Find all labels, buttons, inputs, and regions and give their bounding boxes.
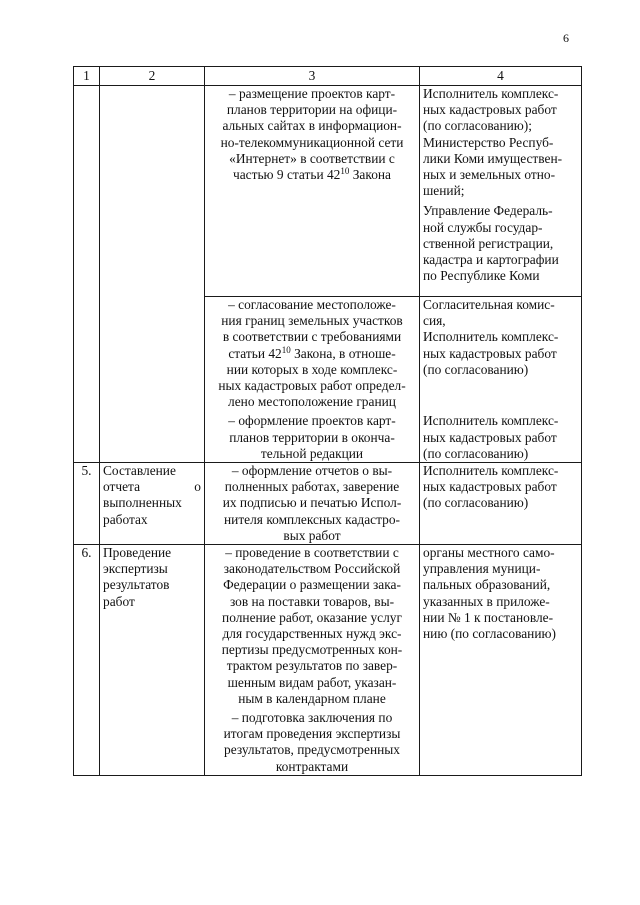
text-line: кадастра и картографии xyxy=(423,252,559,268)
text-line: ных кадастровых работ xyxy=(423,345,557,361)
stage-cell xyxy=(100,86,205,297)
text-line: ным в календарном плане xyxy=(238,690,386,706)
num-cell xyxy=(74,297,100,411)
text-line: по Республике Коми xyxy=(423,268,540,284)
text-line: но-телекоммуникационной сети xyxy=(220,134,404,150)
text-line: – оформление проектов карт- xyxy=(228,413,396,429)
responsible-cell xyxy=(420,86,582,297)
text-span: Закона, в отноше- xyxy=(290,345,396,361)
text-line xyxy=(208,167,416,183)
text-line: Федерации о размещении зака- xyxy=(223,577,401,593)
header-col-1: 1 xyxy=(74,67,100,86)
activity-cell xyxy=(205,545,420,776)
text-line: органы местного само- xyxy=(423,545,555,561)
text-line: – подготовка заключения по xyxy=(231,710,393,726)
text-line: трактом результатов по завер- xyxy=(226,658,398,674)
text-line: Исполнитель комплекс- xyxy=(423,329,559,345)
activity-cell xyxy=(205,410,420,462)
text-line: сия, xyxy=(423,313,446,329)
text-line: планов территории в оконча- xyxy=(229,429,395,445)
text-line: (по согласованию) xyxy=(423,495,529,511)
table-row xyxy=(74,410,582,462)
text-line: полнение работ, оказание услуг xyxy=(222,609,402,625)
text-line: зов на поставки товаров, вы- xyxy=(229,593,395,609)
text-line: Исполнитель комплекс- xyxy=(423,413,559,429)
stage-name: Проведение экспертизы результатов работ xyxy=(100,545,205,776)
stage-name: Составление отчета о выполненных работах xyxy=(100,463,205,545)
text-line: Исполнитель комплекс- xyxy=(423,86,559,101)
activity-cell xyxy=(205,297,420,411)
page-number: 6 xyxy=(563,31,569,45)
table-row xyxy=(74,86,582,297)
text-span: Закона xyxy=(349,167,392,183)
text-line: для государственных нужд экс- xyxy=(222,626,402,642)
text-line: контрактами xyxy=(275,758,349,774)
superscript: 10 xyxy=(340,166,350,177)
text-line: их подписью и печатью Испол- xyxy=(222,495,402,511)
text-line xyxy=(208,346,416,362)
table-header-row xyxy=(74,67,582,86)
text-line: Министерство Респуб- xyxy=(423,134,554,150)
responsible-cell xyxy=(420,410,582,462)
row-number: 6. xyxy=(74,545,100,776)
text-line: тельной редакции xyxy=(260,445,364,461)
table-row xyxy=(74,297,582,411)
text-line: ных кадастровых работ xyxy=(423,479,557,495)
plan-table xyxy=(73,66,582,776)
num-cell xyxy=(74,410,100,462)
responsible-cell xyxy=(420,463,582,545)
text-line: (по согласованию); xyxy=(423,118,532,134)
text-line: Согласительная комис- xyxy=(423,297,555,312)
num-cell xyxy=(74,86,100,297)
text-line: ственной регистрации, xyxy=(423,235,554,251)
text-line: итогам проведения экспертизы xyxy=(223,726,401,742)
header-col-2: 2 xyxy=(100,67,205,86)
text-span: частью 9 статьи 42 xyxy=(232,167,341,183)
text-line: – согласование местоположе- xyxy=(228,297,396,312)
text-line: планов территории на офици- xyxy=(226,102,398,118)
text-line: результатов, предусмотренных xyxy=(224,742,400,758)
text-line: Управление Федераль- xyxy=(423,203,553,219)
row-number: 5. xyxy=(74,463,100,545)
text-line: шенным видам работ, указан- xyxy=(227,674,397,690)
text-line: нителя комплексных кадастро- xyxy=(224,511,400,527)
text-line: нии которых в ходе комплекс- xyxy=(226,361,398,377)
text-line: (по согласованию) xyxy=(423,445,529,461)
text-line: – проведение в соответствии с xyxy=(225,545,399,561)
text-line: полненных работах, заверение xyxy=(224,479,400,495)
stage-cell xyxy=(100,297,205,411)
text-line: шений; xyxy=(423,183,465,199)
text-line: пальных образований, xyxy=(423,577,551,593)
text-line: пертизы предусмотренных кон- xyxy=(221,642,403,658)
text-line: ных кадастровых работ определ- xyxy=(218,378,406,394)
text-line: – оформление отчетов о вы- xyxy=(231,463,393,479)
text-line: альных сайтах в информацион- xyxy=(222,118,402,134)
header-col-3: 3 xyxy=(205,67,420,86)
text-line: указанных в приложе- xyxy=(423,593,550,609)
text-line: (по согласованию) xyxy=(423,361,529,377)
text-line: управления муници- xyxy=(423,561,541,577)
stage-cell xyxy=(100,410,205,462)
text-span: статьи 42 xyxy=(228,345,282,361)
activity-cell xyxy=(205,86,420,297)
table-row xyxy=(74,463,582,545)
text-line: законодательством Российской xyxy=(223,561,401,577)
text-line: нию (по согласованию) xyxy=(423,626,556,642)
text-line: вых работ xyxy=(283,527,341,543)
text-line: ных кадастровых работ xyxy=(423,102,557,118)
activity-cell xyxy=(205,463,420,545)
text-line: «Интернет» в соответствии с xyxy=(229,150,395,166)
text-line: ния границ земельных участков xyxy=(221,313,403,329)
text-line: лено местоположение границ xyxy=(228,394,396,410)
responsible-cell xyxy=(420,545,582,776)
text-line: Исполнитель комплекс- xyxy=(423,463,559,479)
responsible-cell xyxy=(420,297,582,411)
text-line: ных и земельных отно- xyxy=(423,167,556,183)
text-line: лики Коми имуществен- xyxy=(423,150,563,166)
text-line: нии № 1 к постановле- xyxy=(423,609,554,625)
text-line: ной службы государ- xyxy=(423,219,543,235)
text-line: ных кадастровых работ xyxy=(423,429,557,445)
superscript: 10 xyxy=(281,344,291,355)
text-line: – размещение проектов карт- xyxy=(228,86,396,101)
table-row xyxy=(74,545,582,776)
header-col-4: 4 xyxy=(420,67,582,86)
text-line: в соответствии с требованиями xyxy=(222,329,402,345)
